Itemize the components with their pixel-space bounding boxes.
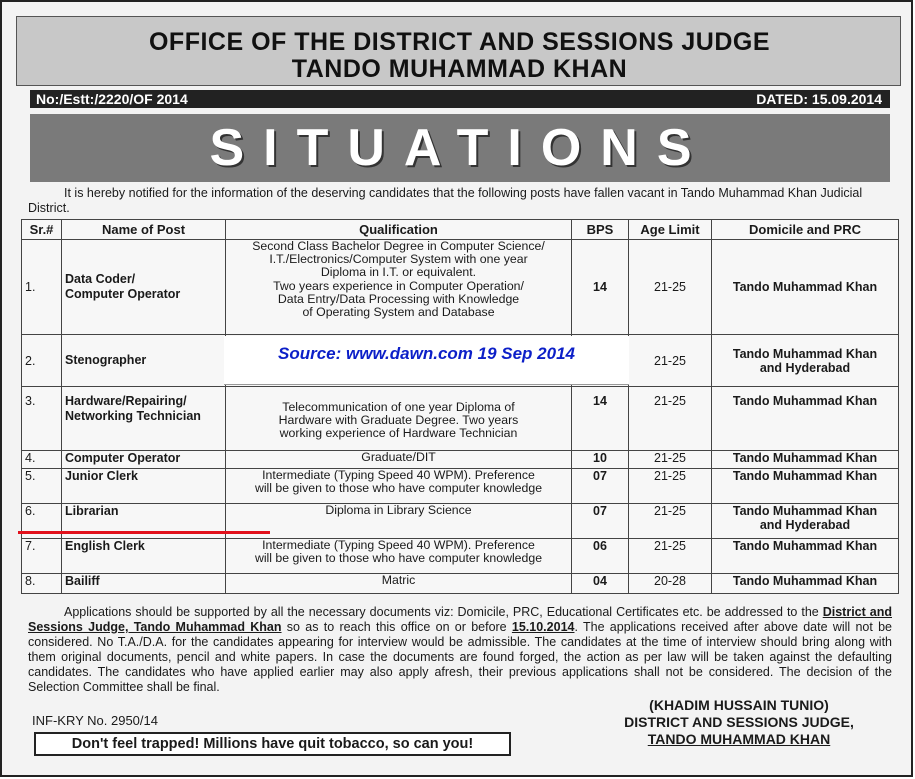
applications-deadline: 15.10.2014 [511, 620, 575, 634]
row-sr: 5. [22, 469, 62, 504]
row-qualification: Telecommunication of one year Diploma of Hardware with Graduate Degree. Two years working experience of Hardware Technician [226, 387, 572, 451]
header-age-limit: Age Limit [629, 220, 712, 240]
row-age-limit: 21-25 [629, 469, 712, 504]
row-domicile: Tando Muhammad Khan [712, 387, 899, 451]
header-band [16, 16, 901, 86]
row-sr: 8. [22, 574, 62, 594]
row-qualification: Intermediate (Typing Speed 40 WPM). Preference will be given to those who have computer knowledge [226, 539, 572, 574]
row-sr: 2. [22, 335, 62, 387]
row-domicile: Tando Muhammad Khan [712, 469, 899, 504]
row-sr: 1. [22, 240, 62, 335]
row-sr: 4. [22, 451, 62, 469]
row-bps: 07 [572, 504, 629, 539]
tobacco-message-box: Don't feel trapped! Millions have quit tobacco, so can you! [34, 732, 511, 756]
row-age-limit: 21-25 [629, 240, 712, 335]
row-post-name: Junior Clerk [62, 469, 226, 504]
inf-number: INF-KRY No. 2950/14 [32, 713, 158, 728]
signature-title: DISTRICT AND SESSIONS JUDGE, [624, 714, 854, 730]
row-qualification: Graduate/DIT [226, 451, 572, 469]
table-row [22, 387, 899, 451]
row-qualification: Intermediate (Typing Speed 40 WPM). Preference will be given to those who have computer knowledge [226, 469, 572, 504]
table-row [22, 469, 899, 504]
row-post-name: Stenographer [62, 335, 226, 387]
header-sr: Sr.# [22, 220, 62, 240]
situations-title: SITUATIONS [209, 119, 711, 177]
row-age-limit: 20-28 [629, 574, 712, 594]
row-age-limit: 21-25 [629, 504, 712, 539]
applications-addressee: District and Sessions Judge, Tando Muhammad Khan [28, 605, 892, 634]
row-domicile: Tando Muhammad Khan and Hyderabad [712, 504, 899, 539]
header-bps: BPS [572, 220, 629, 240]
table-row [22, 451, 899, 469]
signature-name: (KHADIM HUSSAIN TUNIO) [649, 697, 829, 713]
applications-text-2: so as to reach this office on or before [281, 620, 512, 634]
row-post-name: Hardware/Repairing/ Networking Technician [62, 387, 226, 451]
row-post-name: Bailiff [62, 574, 226, 594]
row-age-limit: 21-25 [629, 539, 712, 574]
header-district: TANDO MUHAMMAD KHAN [291, 55, 628, 83]
table-row [22, 240, 899, 335]
intro-paragraph: It is hereby notified for the information of the deserving candidates that the following posts have fallen vacant in Tando Muhammad Khan Judicial District. [28, 186, 863, 215]
row-bps: 14 [572, 240, 629, 335]
header-domicile: Domicile and PRC [712, 220, 899, 240]
red-underline-mark [18, 531, 270, 534]
row-sr: 3. [22, 387, 62, 451]
row-domicile: Tando Muhammad Khan [712, 539, 899, 574]
row-post-name: Computer Operator [62, 451, 226, 469]
applications-paragraph [28, 605, 892, 695]
row-post-name: Librarian [62, 504, 226, 539]
row-qualification: Second Class Bachelor Degree in Computer Science/ I.T./Electronics/Computer System with one year Diploma in I.T. or equivalent. Two years experience in Computer Operation/ Data Entry/Data Processing with Knowledge of Operating System and Database [226, 240, 572, 335]
signature-block [586, 697, 892, 748]
header-qualification: Qualification [226, 220, 572, 240]
row-bps: 06 [572, 539, 629, 574]
row-age-limit: 21-25 [629, 387, 712, 451]
header-name-of-post: Name of Post [62, 220, 226, 240]
reference-number: No:/Estt:/2220/OF 2014 [36, 91, 188, 107]
situations-banner [30, 114, 890, 182]
row-domicile: Tando Muhammad Khan and Hyderabad [712, 335, 899, 387]
reference-date: DATED: 15.09.2014 [756, 91, 882, 107]
row-qualification: Diploma in Library Science [226, 504, 572, 539]
table-header-row [22, 220, 899, 240]
source-overlay [224, 336, 629, 385]
row-post-name: English Clerk [62, 539, 226, 574]
row-age-limit: 21-25 [629, 451, 712, 469]
row-sr: 7. [22, 539, 62, 574]
row-domicile: Tando Muhammad Khan [712, 240, 899, 335]
row-bps: 10 [572, 451, 629, 469]
row-sr: 6. [22, 504, 62, 539]
table-row [22, 539, 899, 574]
reference-bar [30, 90, 890, 108]
row-bps: 14 [572, 387, 629, 451]
signature-place: TANDO MUHAMMAD KHAN [647, 731, 831, 747]
applications-text-1: Applications should be supported by all the necessary documents viz: Domicile, PRC, Educational Certificates etc. be addressed to the [64, 605, 823, 619]
source-note: Source: www.dawn.com 19 Sep 2014 [278, 344, 575, 363]
row-bps: 04 [572, 574, 629, 594]
applications-text-3: . The applications received after above date will not be considered. No T.A./D.A. for the candidates appearing for interview would be admissible. The candidates at the time of interview should bring along with them original documents, pencil and white papers. In case the documents are found forged, the action as per law will be taken against the defaulting candidates. The candidates who have applied earlier may also apply afresh, their previous applications shall not be considered. The decision of the Selection Committee shall be final. [28, 620, 892, 694]
posts-table [21, 219, 899, 594]
table-row [22, 574, 899, 594]
row-age-limit: 21-25 [629, 335, 712, 387]
row-bps: 07 [572, 469, 629, 504]
row-domicile: Tando Muhammad Khan [712, 451, 899, 469]
row-domicile: Tando Muhammad Khan [712, 574, 899, 594]
row-qualification: Matric [226, 574, 572, 594]
header-office-title: OFFICE OF THE DISTRICT AND SESSIONS JUDGE [148, 28, 770, 56]
row-post-name: Data Coder/ Computer Operator [62, 240, 226, 335]
